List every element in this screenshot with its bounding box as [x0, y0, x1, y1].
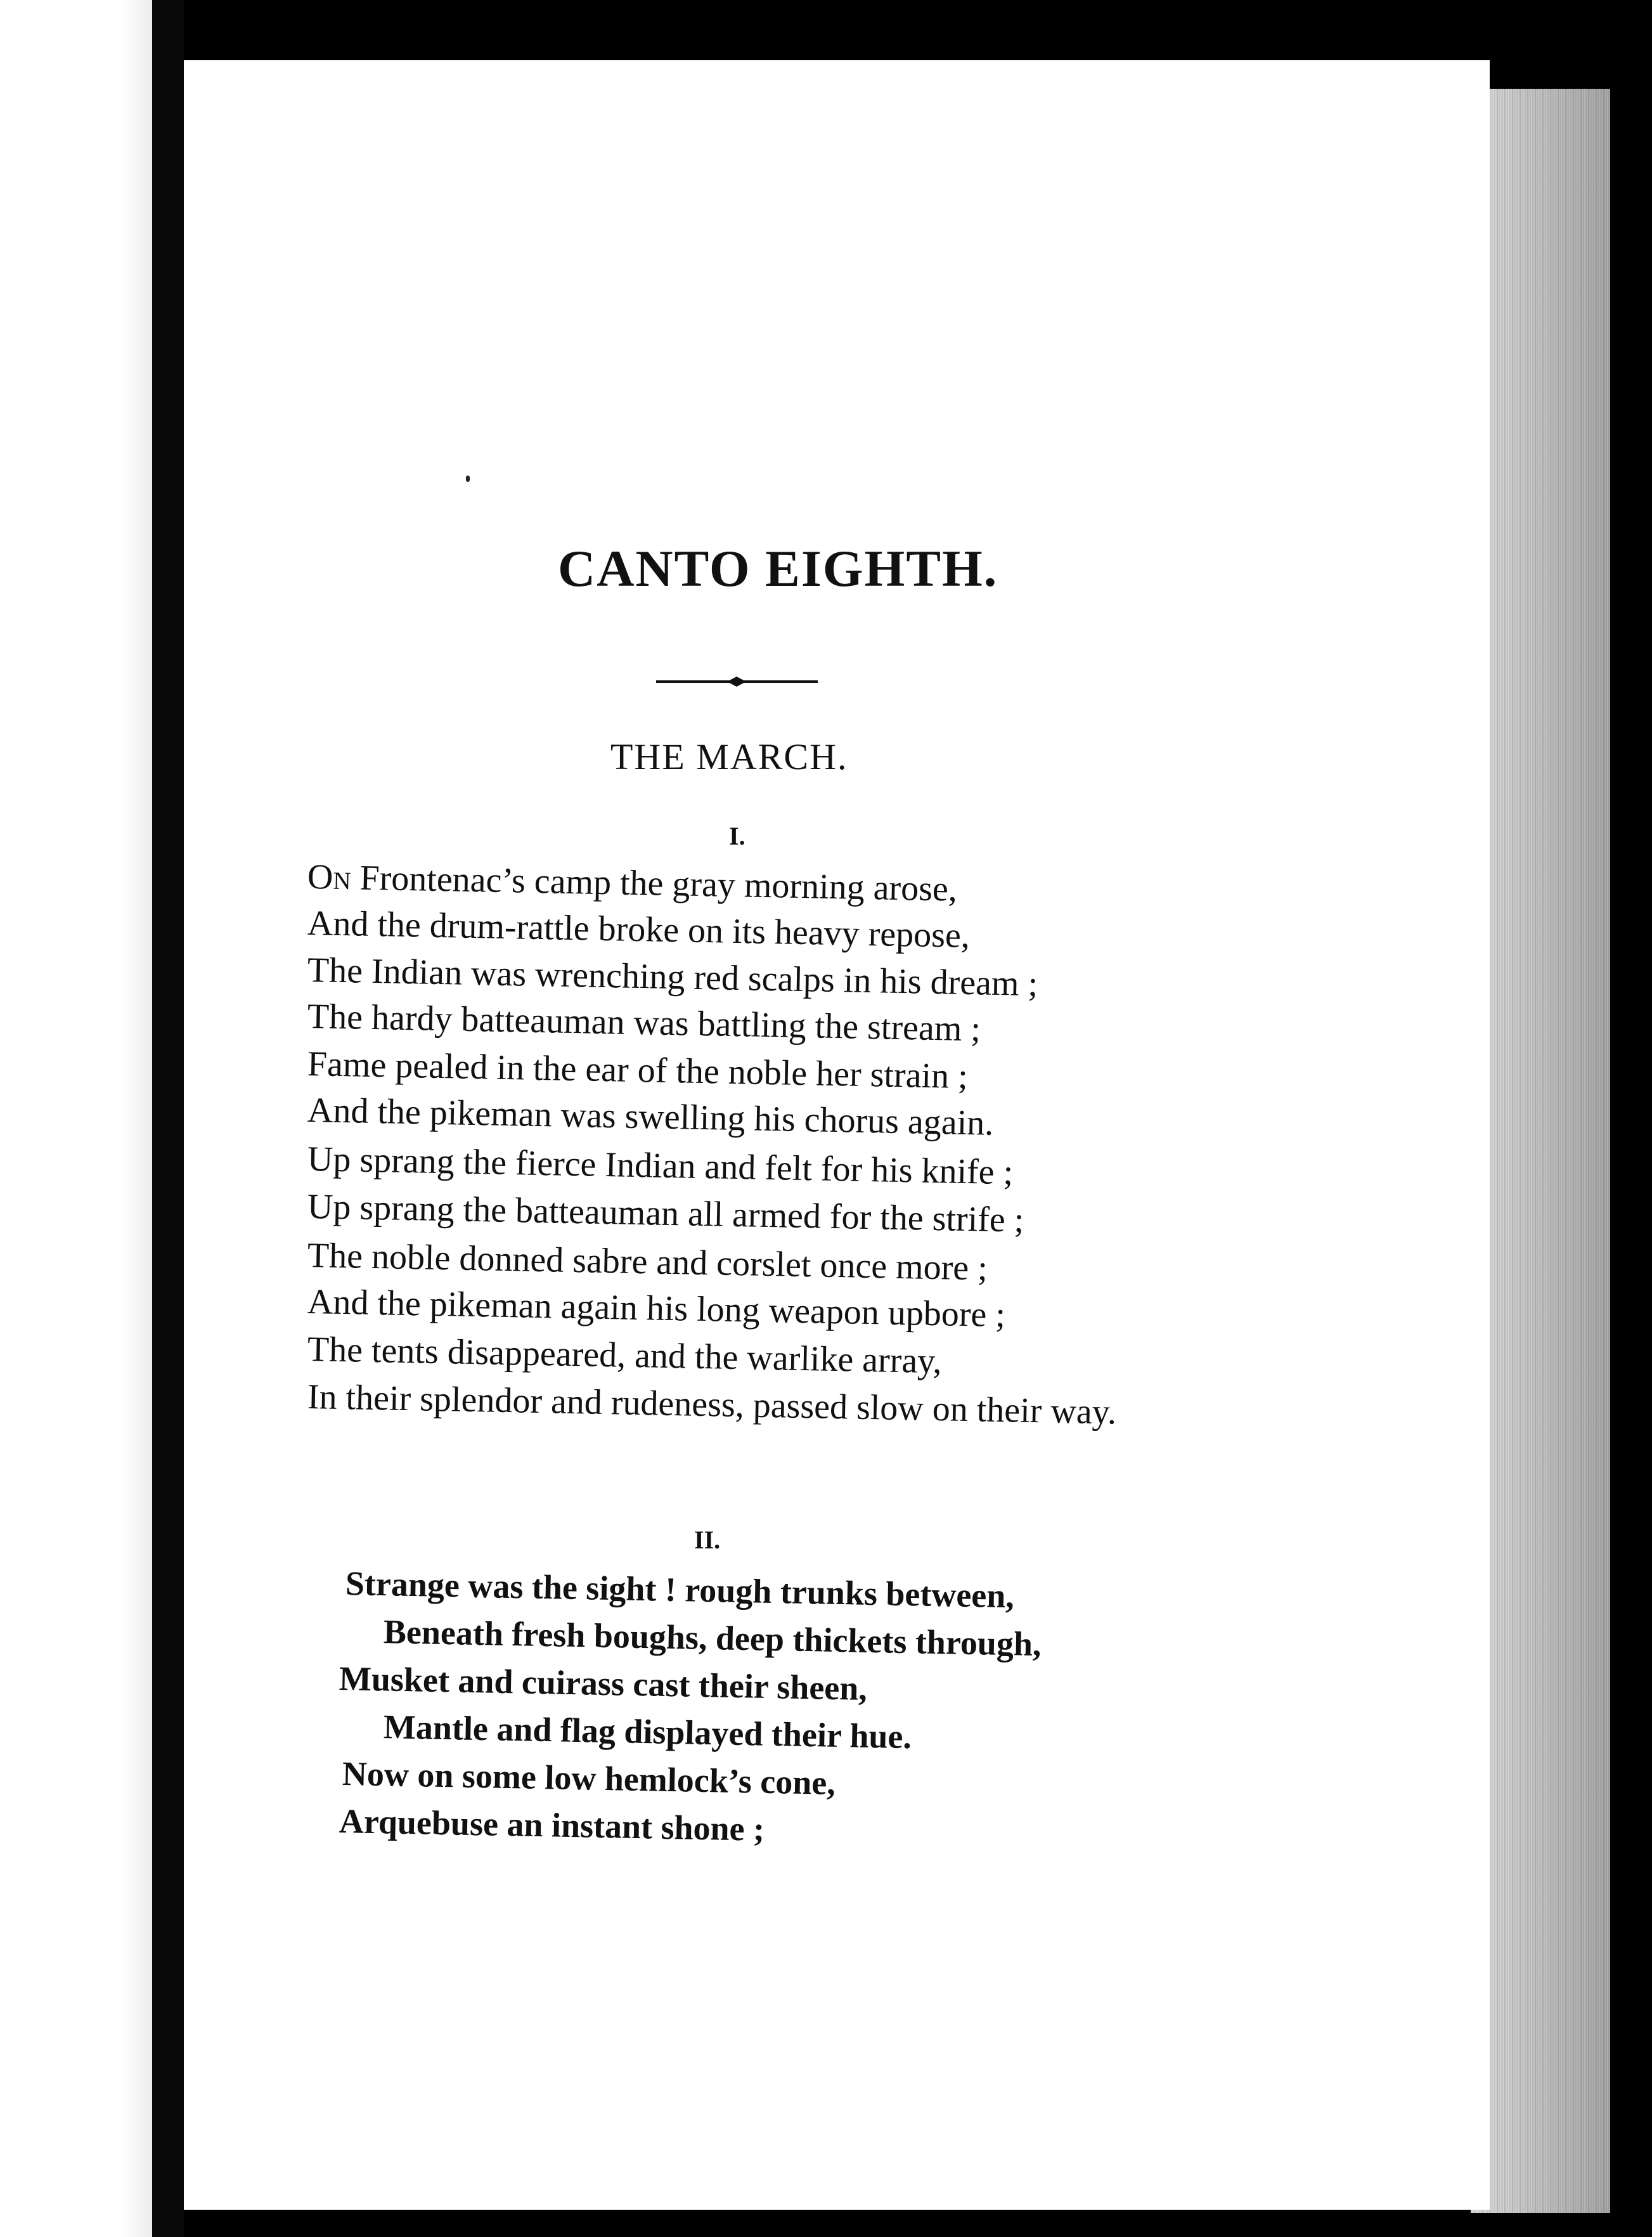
canto-title: CANTO EIGHTH.: [558, 540, 998, 597]
verse-line: The Indian was wrenching red scalps in his dream ;: [307, 950, 1038, 1004]
verse-line: And the pikeman was swelling his chorus again.: [307, 1091, 994, 1143]
scan-border: [1610, 0, 1652, 2237]
verse-line: Arquebuse an instant shone ;: [339, 1802, 765, 1848]
verse-line: Fame pealed in the ear of the noble her strain ;: [307, 1044, 969, 1096]
section-title: THE MARCH.: [610, 736, 848, 777]
verse-line-text: Frontenac’s camp the gray morning arose,: [351, 858, 958, 909]
verse-line: Now on some low hemlock’s cone,: [342, 1754, 836, 1802]
verse-line: In their splendor and rudeness, passed slow on their way.: [307, 1377, 1117, 1432]
verse-line: The tents disappeared, and the warlike array,: [307, 1330, 943, 1382]
verse-line: Strange was the sight ! rough trunks between,: [345, 1564, 1015, 1616]
facing-page: [0, 0, 152, 2237]
stray-mark: [466, 476, 470, 482]
ornament-rule-icon: [656, 674, 818, 689]
verse-line: The noble donned sabre and corslet once more ;: [307, 1236, 988, 1288]
stanza-number: II.: [694, 1526, 721, 1554]
stanza-number: I.: [729, 822, 745, 850]
verse-line: Musket and cuirass cast their sheen,: [339, 1659, 868, 1708]
verse-line: Beneath fresh boughs, deep thickets through,: [383, 1612, 1042, 1664]
verse-line: Mantle and flag displayed their hue.: [383, 1708, 912, 1756]
book-gutter: [152, 0, 184, 2237]
verse-line: And the drum-rattle broke on its heavy repose,: [307, 904, 971, 956]
verse-line: The hardy batteauman was battling the stream ;: [307, 997, 981, 1049]
verse-line: And the pikeman again his long weapon upbore ;: [307, 1282, 1006, 1335]
verse-line: Up sprang the fierce Indian and felt for his knife ;: [307, 1139, 1014, 1193]
verse-line: Up sprang the batteauman all armed for the strife ;: [307, 1187, 1024, 1240]
drop-word: On: [307, 857, 352, 898]
